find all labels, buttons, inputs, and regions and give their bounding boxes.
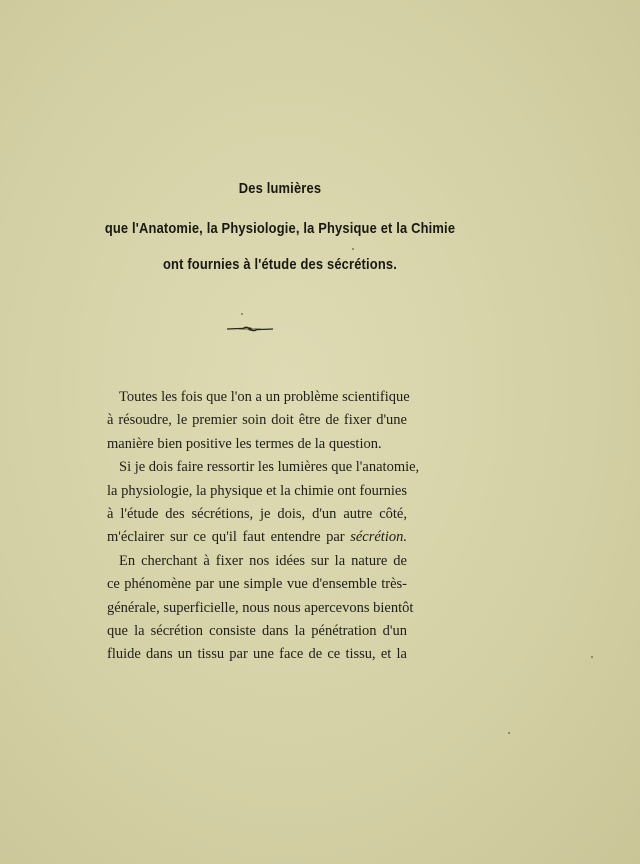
paragraph-2 (107, 456, 420, 550)
paragraph-3 (107, 550, 414, 667)
emphasized-term: sécrétion. (350, 529, 407, 546)
paragraph-1 (107, 386, 410, 456)
text-line: Si je dois faire ressortir les lumières que l'anatomie, (119, 459, 420, 476)
text-line-start: m'éclairer sur ce qu'il faut entendre par (107, 529, 351, 546)
text-line (107, 526, 407, 549)
text-line: Toutes les fois que l'on a un problème scientifique (119, 389, 410, 405)
chapter-title-line-3: ont fournies à l'étude des sécrétions. (162, 256, 397, 273)
chapter-title-line-2: que l'Anatomie, la Physiologie, la Physique et la Chimie (104, 220, 456, 237)
paper-speck (508, 732, 510, 734)
decorative-rule-icon (225, 324, 275, 334)
paper-speck (352, 248, 354, 250)
text-line: à résoudre, le premier soin doit être de fixer d'une (107, 412, 407, 429)
text-line: générale, superficielle, nous nous apercevons bientôt (107, 599, 414, 616)
text-line: à l'étude des sécrétions, je dois, d'un autre côté, (107, 505, 407, 522)
text-line: manière bien positive les termes de la question. (107, 435, 382, 452)
paper-speck (591, 656, 593, 658)
text-line: ce phénomène par une simple vue d'ensemble très- (107, 576, 407, 593)
text-line: En cherchant à fixer nos idées sur la nature de (119, 552, 407, 569)
text-line: que la sécrétion consiste dans la pénétration d'un (107, 622, 407, 639)
body-text (107, 386, 420, 667)
chapter-title-line-1: Des lumières (238, 180, 322, 197)
text-line: la physiologie, la physique et la chimie ont fournies (107, 482, 408, 499)
paper-speck (241, 313, 243, 315)
text-line: fluide dans un tissu par une face de ce tissu, et la (107, 646, 407, 663)
